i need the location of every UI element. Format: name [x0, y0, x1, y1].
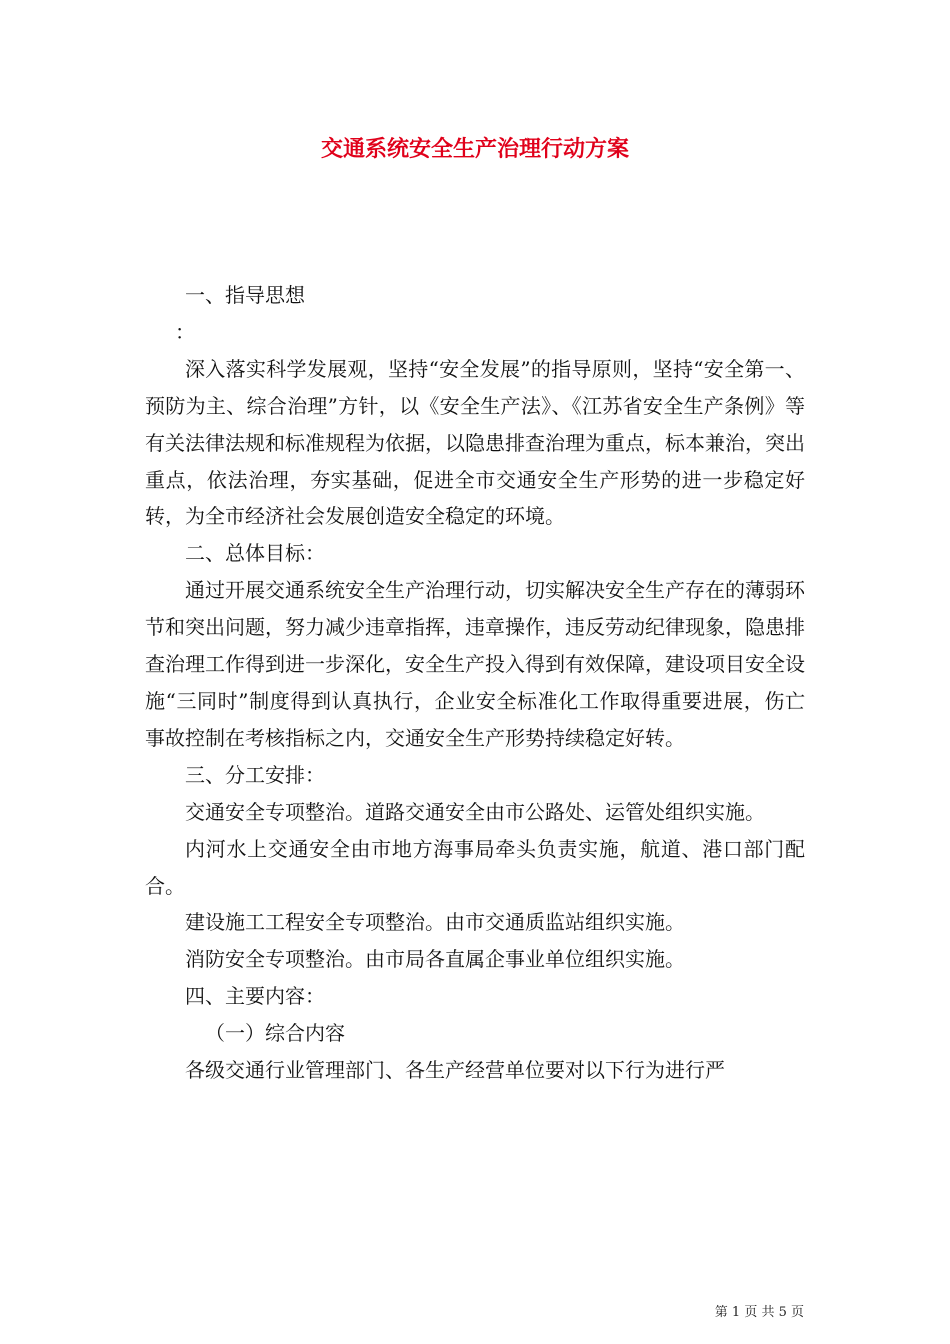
paragraph-guiding-thought: 深入落实科学发展观，坚持“安全发展”的指导原则，坚持“安全第一、预防为主、综合治理”方针，以《安全生产法》、《江苏省安全生产条例》等有关法律法规和标准规程为依据，以隐患排查治理为重点，标本兼治，突出重点，依法治理，夯实基础，促进全市交通安全生产形势的进一步稳定好转，为全市经济社会发展创造安全稳定的环境。 [145, 356, 805, 529]
page-number-footer: 第 1 页 共 5 页 [714, 1305, 804, 1320]
subsection-heading-general: （一）综合内容 [205, 1021, 345, 1046]
paragraph-inland-water: 内河水上交通安全由市地方海事局牵头负责实施，航道、港口部门配合。 [145, 836, 805, 898]
section-heading-guiding-thought: 一、指导思想 [185, 283, 305, 307]
document-body [145, 277, 805, 1089]
paragraph-construction: 建设施工工程安全专项整治。由市交通质监站组织实施。 [185, 910, 685, 935]
section-heading-division-of-work: 三、分工安排： [185, 762, 325, 787]
section-heading-overall-goal: 二、总体目标： [185, 541, 325, 566]
section-heading-main-content: 四、主要内容： [185, 984, 325, 1009]
paragraph-overall-goal: 通过开展交通系统安全生产治理行动，切实解决安全生产存在的薄弱环节和突出问题，努力减少违章指挥，违章操作，违反劳动纪律现象，隐患排查治理工作得到进一步深化，安全生产投入得到有效保障，建设项目安全设施“三同时”制度得到认真执行，企业安全标准化工作取得重要进展，伤亡事故控制在考核指标之内，交通安全生产形势持续稳定好转。 [145, 578, 805, 750]
colon-line: ： [175, 319, 195, 344]
paragraph-general-content: 各级交通行业管理部门、各生产经营单位要对以下行为进行严 [185, 1058, 725, 1083]
document-title: 交通系统安全生产治理行动方案 [320, 136, 629, 162]
paragraph-fire-safety: 消防安全专项整治。由市局各直属企事业单位组织实施。 [185, 947, 685, 972]
paragraph-road-traffic: 交通安全专项整治。道路交通安全由市公路处、运管处组织实施。 [185, 799, 765, 824]
